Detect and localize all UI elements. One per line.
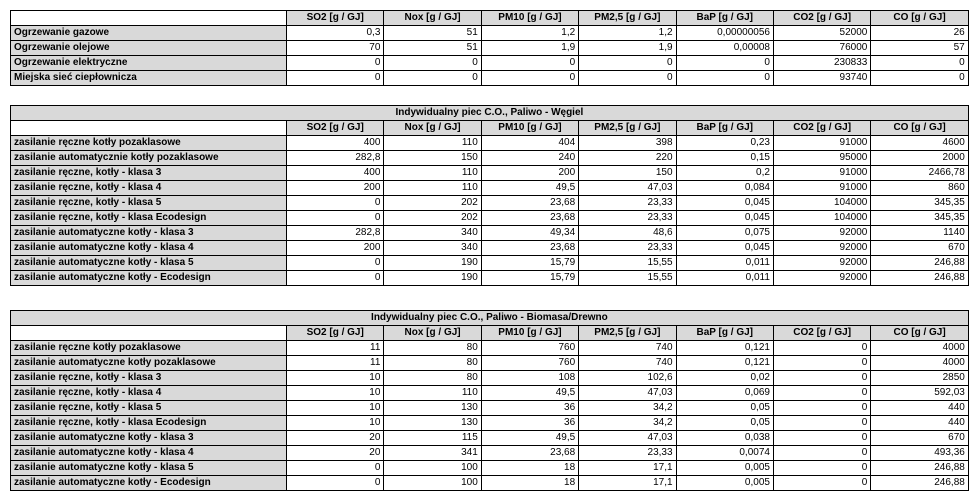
row-label[interactable]: zasilanie ręczne, kotły - klasa 5: [11, 401, 287, 416]
value-cell[interactable]: 190: [384, 256, 481, 271]
header-corner: [11, 11, 287, 26]
value-cell[interactable]: 740: [579, 356, 676, 371]
value-cell[interactable]: 10: [287, 386, 384, 401]
table-row: [11, 241, 969, 256]
value-cell[interactable]: 93740: [773, 71, 870, 86]
value-cell[interactable]: 100: [384, 476, 481, 491]
value-cell[interactable]: 52000: [773, 26, 870, 41]
value-cell[interactable]: 0: [676, 56, 773, 71]
row-label[interactable]: zasilanie ręczne, kotły - klasa Ecodesign: [11, 416, 287, 431]
value-cell[interactable]: 760: [481, 341, 578, 356]
value-cell[interactable]: 18: [481, 461, 578, 476]
value-cell[interactable]: 0,0074: [676, 446, 773, 461]
value-cell[interactable]: 23,33: [579, 211, 676, 226]
row-label[interactable]: zasilanie ręczne, kotły - klasa 4: [11, 181, 287, 196]
row-label[interactable]: zasilanie ręczne, kotły - klasa 3: [11, 371, 287, 386]
value-cell[interactable]: 130: [384, 416, 481, 431]
value-cell[interactable]: 493,36: [871, 446, 968, 461]
value-cell[interactable]: 760: [481, 356, 578, 371]
value-cell[interactable]: 92000: [773, 241, 870, 256]
value-cell[interactable]: 0,2: [676, 166, 773, 181]
row-label[interactable]: zasilanie automatyczne kotły - Ecodesign: [11, 476, 287, 491]
header-row: [11, 11, 969, 26]
row-label[interactable]: Ogrzewanie olejowe: [11, 41, 287, 56]
table-row: [11, 196, 969, 211]
header-row: [11, 326, 969, 341]
value-cell[interactable]: 34,2: [579, 416, 676, 431]
column-header: CO2 [g / GJ]: [773, 11, 870, 26]
column-header: SO2 [g / GJ]: [287, 11, 384, 26]
value-cell[interactable]: 220: [579, 151, 676, 166]
value-cell[interactable]: 0: [287, 476, 384, 491]
column-header: CO [g / GJ]: [871, 121, 968, 136]
value-cell[interactable]: 15,55: [579, 271, 676, 286]
value-cell[interactable]: 4000: [871, 341, 968, 356]
column-header: PM2,5 [g / GJ]: [579, 11, 676, 26]
value-cell[interactable]: 17,1: [579, 461, 676, 476]
value-cell[interactable]: 200: [287, 181, 384, 196]
value-cell[interactable]: 0: [287, 196, 384, 211]
value-cell[interactable]: 51: [384, 26, 481, 41]
value-cell[interactable]: 11: [287, 356, 384, 371]
column-header: BaP [g / GJ]: [676, 121, 773, 136]
value-cell[interactable]: 150: [579, 166, 676, 181]
value-cell[interactable]: 49,5: [481, 181, 578, 196]
value-cell[interactable]: 80: [384, 356, 481, 371]
value-cell[interactable]: 36: [481, 401, 578, 416]
value-cell[interactable]: 0,045: [676, 241, 773, 256]
value-cell[interactable]: 110: [384, 136, 481, 151]
value-cell[interactable]: 11: [287, 341, 384, 356]
value-cell[interactable]: 23,33: [579, 241, 676, 256]
value-cell[interactable]: 0: [579, 71, 676, 86]
value-cell[interactable]: 0,00000056: [676, 26, 773, 41]
value-cell[interactable]: 0: [287, 271, 384, 286]
row-label[interactable]: zasilanie automatyczne kotły - klasa 5: [11, 256, 287, 271]
value-cell[interactable]: 0,121: [676, 341, 773, 356]
value-cell[interactable]: 0: [481, 56, 578, 71]
value-cell[interactable]: 0,011: [676, 256, 773, 271]
value-cell[interactable]: 246,88: [871, 271, 968, 286]
column-header: Nox [g / GJ]: [384, 326, 481, 341]
value-cell[interactable]: 282,8: [287, 226, 384, 241]
value-cell[interactable]: 91000: [773, 181, 870, 196]
value-cell[interactable]: 200: [287, 241, 384, 256]
value-cell[interactable]: 0: [773, 386, 870, 401]
value-cell[interactable]: 92000: [773, 226, 870, 241]
column-header: PM10 [g / GJ]: [481, 326, 578, 341]
value-cell[interactable]: 190: [384, 271, 481, 286]
value-cell[interactable]: 2466,78: [871, 166, 968, 181]
row-label[interactable]: Ogrzewanie gazowe: [11, 26, 287, 41]
table-row: [11, 166, 969, 181]
value-cell[interactable]: 0,005: [676, 461, 773, 476]
table-row: [11, 476, 969, 491]
column-header: BaP [g / GJ]: [676, 326, 773, 341]
value-cell[interactable]: 0,3: [287, 26, 384, 41]
table-title-row: [11, 106, 969, 121]
table-row: [11, 226, 969, 241]
table-title: Indywidualny piec C.O., Paliwo - Biomasa/Drewno: [11, 311, 969, 326]
value-cell[interactable]: 0: [579, 56, 676, 71]
table-title-row: [11, 311, 969, 326]
value-cell[interactable]: 92000: [773, 271, 870, 286]
value-cell[interactable]: 400: [287, 136, 384, 151]
row-label[interactable]: zasilanie ręczne kotły pozaklasowe: [11, 341, 287, 356]
column-header: PM2,5 [g / GJ]: [579, 326, 676, 341]
value-cell[interactable]: 47,03: [579, 386, 676, 401]
value-cell[interactable]: 670: [871, 431, 968, 446]
value-cell[interactable]: 17,1: [579, 476, 676, 491]
value-cell[interactable]: 49,34: [481, 226, 578, 241]
value-cell[interactable]: 0: [773, 461, 870, 476]
value-cell[interactable]: 2850: [871, 371, 968, 386]
value-cell[interactable]: 0: [287, 461, 384, 476]
value-cell[interactable]: 0,075: [676, 226, 773, 241]
table-row: [11, 416, 969, 431]
table-row: [11, 41, 969, 56]
value-cell[interactable]: 80: [384, 371, 481, 386]
table-row: [11, 401, 969, 416]
column-header: PM10 [g / GJ]: [481, 11, 578, 26]
row-label[interactable]: zasilanie ręczne, kotły - klasa 5: [11, 196, 287, 211]
table-row: [11, 151, 969, 166]
value-cell[interactable]: 1,2: [579, 26, 676, 41]
biomass-boiler-emissions-table: [10, 310, 969, 491]
value-cell[interactable]: 51: [384, 41, 481, 56]
value-cell[interactable]: 246,88: [871, 256, 968, 271]
value-cell[interactable]: 0: [773, 371, 870, 386]
value-cell[interactable]: 0,05: [676, 401, 773, 416]
value-cell[interactable]: 47,03: [579, 181, 676, 196]
table-row: [11, 446, 969, 461]
value-cell[interactable]: 0,00008: [676, 41, 773, 56]
row-label[interactable]: zasilanie automatyczne kotły - klasa 4: [11, 241, 287, 256]
value-cell[interactable]: 23,68: [481, 196, 578, 211]
row-label[interactable]: zasilanie automatyczne kotły - klasa 3: [11, 226, 287, 241]
row-label[interactable]: zasilanie ręczne kotły pozaklasowe: [11, 136, 287, 151]
value-cell[interactable]: 404: [481, 136, 578, 151]
value-cell[interactable]: 23,68: [481, 446, 578, 461]
value-cell[interactable]: 36: [481, 416, 578, 431]
value-cell[interactable]: 0,005: [676, 476, 773, 491]
table-row: [11, 341, 969, 356]
column-header: CO2 [g / GJ]: [773, 121, 870, 136]
table-row: [11, 461, 969, 476]
value-cell[interactable]: 1140: [871, 226, 968, 241]
value-cell[interactable]: 0,02: [676, 371, 773, 386]
value-cell[interactable]: 860: [871, 181, 968, 196]
value-cell[interactable]: 10: [287, 401, 384, 416]
value-cell[interactable]: 104000: [773, 211, 870, 226]
value-cell[interactable]: 202: [384, 211, 481, 226]
value-cell[interactable]: 70: [287, 41, 384, 56]
row-label[interactable]: zasilanie automatyczne kotły - klasa 5: [11, 461, 287, 476]
value-cell[interactable]: 2000: [871, 151, 968, 166]
value-cell[interactable]: 230833: [773, 56, 870, 71]
column-header: BaP [g / GJ]: [676, 11, 773, 26]
table-row: [11, 271, 969, 286]
value-cell[interactable]: 18: [481, 476, 578, 491]
value-cell[interactable]: 398: [579, 136, 676, 151]
column-header: CO2 [g / GJ]: [773, 326, 870, 341]
value-cell[interactable]: 20: [287, 446, 384, 461]
table-row: [11, 71, 969, 86]
value-cell[interactable]: 345,35: [871, 196, 968, 211]
value-cell[interactable]: 0,045: [676, 211, 773, 226]
value-cell[interactable]: 104000: [773, 196, 870, 211]
value-cell[interactable]: 0: [871, 71, 968, 86]
value-cell[interactable]: 0: [871, 56, 968, 71]
header-corner: [11, 121, 287, 136]
column-header: PM2,5 [g / GJ]: [579, 121, 676, 136]
value-cell[interactable]: 0: [384, 56, 481, 71]
value-cell[interactable]: 0,084: [676, 181, 773, 196]
table-title: Indywidualny piec C.O., Paliwo - Węgiel: [11, 106, 969, 121]
value-cell[interactable]: 91000: [773, 136, 870, 151]
value-cell[interactable]: 0,15: [676, 151, 773, 166]
value-cell[interactable]: 0,23: [676, 136, 773, 151]
value-cell[interactable]: 0,011: [676, 271, 773, 286]
value-cell[interactable]: 48,6: [579, 226, 676, 241]
value-cell[interactable]: 15,79: [481, 271, 578, 286]
value-cell[interactable]: 0,05: [676, 416, 773, 431]
value-cell[interactable]: 76000: [773, 41, 870, 56]
row-label[interactable]: zasilanie automatycznie kotły pozaklasowe: [11, 151, 287, 166]
row-label[interactable]: Ogrzewanie elektryczne: [11, 56, 287, 71]
row-label[interactable]: zasilanie automatyczne kotły pozaklasowe: [11, 356, 287, 371]
column-header: CO [g / GJ]: [871, 11, 968, 26]
value-cell[interactable]: 440: [871, 401, 968, 416]
value-cell[interactable]: 23,33: [579, 446, 676, 461]
column-header: CO [g / GJ]: [871, 326, 968, 341]
value-cell[interactable]: 102,6: [579, 371, 676, 386]
value-cell[interactable]: 49,5: [481, 431, 578, 446]
value-cell[interactable]: 0: [287, 71, 384, 86]
value-cell[interactable]: 100: [384, 461, 481, 476]
value-cell[interactable]: 110: [384, 166, 481, 181]
row-label[interactable]: zasilanie ręczne, kotły - klasa 4: [11, 386, 287, 401]
table-row: [11, 211, 969, 226]
table-row: [11, 356, 969, 371]
value-cell[interactable]: 340: [384, 226, 481, 241]
table-row: [11, 386, 969, 401]
coal-boiler-emissions-table: [10, 105, 969, 286]
value-cell[interactable]: 0,069: [676, 386, 773, 401]
value-cell[interactable]: 130: [384, 401, 481, 416]
value-cell[interactable]: 0: [384, 71, 481, 86]
column-header: SO2 [g / GJ]: [287, 326, 384, 341]
value-cell[interactable]: 80: [384, 341, 481, 356]
value-cell[interactable]: 0,038: [676, 431, 773, 446]
value-cell[interactable]: 23,68: [481, 241, 578, 256]
row-label[interactable]: zasilanie automatyczne kotły - klasa 4: [11, 446, 287, 461]
header-corner: [11, 326, 287, 341]
header-row: [11, 121, 969, 136]
value-cell[interactable]: 0: [676, 71, 773, 86]
value-cell[interactable]: 740: [579, 341, 676, 356]
value-cell[interactable]: 0: [773, 431, 870, 446]
value-cell[interactable]: 15,79: [481, 256, 578, 271]
row-label[interactable]: Miejska sieć ciepłownicza: [11, 71, 287, 86]
column-header: Nox [g / GJ]: [384, 11, 481, 26]
table-row: [11, 431, 969, 446]
value-cell[interactable]: 0: [287, 56, 384, 71]
column-header: PM10 [g / GJ]: [481, 121, 578, 136]
value-cell[interactable]: 0,121: [676, 356, 773, 371]
table-row: [11, 371, 969, 386]
value-cell[interactable]: 15,55: [579, 256, 676, 271]
value-cell[interactable]: 0: [773, 416, 870, 431]
value-cell[interactable]: 1,9: [579, 41, 676, 56]
column-header: SO2 [g / GJ]: [287, 121, 384, 136]
value-cell[interactable]: 0: [287, 211, 384, 226]
value-cell[interactable]: 340: [384, 241, 481, 256]
value-cell[interactable]: 34,2: [579, 401, 676, 416]
value-cell[interactable]: 4600: [871, 136, 968, 151]
value-cell[interactable]: 0: [773, 356, 870, 371]
value-cell[interactable]: 91000: [773, 166, 870, 181]
value-cell[interactable]: 0: [287, 256, 384, 271]
value-cell[interactable]: 23,68: [481, 211, 578, 226]
value-cell[interactable]: 0: [773, 476, 870, 491]
value-cell[interactable]: 23,33: [579, 196, 676, 211]
value-cell[interactable]: 345,35: [871, 211, 968, 226]
value-cell[interactable]: 0: [773, 401, 870, 416]
value-cell[interactable]: 57: [871, 41, 968, 56]
column-header: Nox [g / GJ]: [384, 121, 481, 136]
value-cell[interactable]: 202: [384, 196, 481, 211]
value-cell[interactable]: 115: [384, 431, 481, 446]
value-cell[interactable]: 4000: [871, 356, 968, 371]
value-cell[interactable]: 1,2: [481, 26, 578, 41]
value-cell[interactable]: 20: [287, 431, 384, 446]
value-cell[interactable]: 282,8: [287, 151, 384, 166]
value-cell[interactable]: 95000: [773, 151, 870, 166]
value-cell[interactable]: 49,5: [481, 386, 578, 401]
value-cell[interactable]: 670: [871, 241, 968, 256]
table-row: [11, 181, 969, 196]
value-cell[interactable]: 10: [287, 416, 384, 431]
value-cell[interactable]: 240: [481, 151, 578, 166]
row-label[interactable]: zasilanie ręczne, kotły - klasa Ecodesign: [11, 211, 287, 226]
value-cell[interactable]: 246,88: [871, 476, 968, 491]
value-cell[interactable]: 0: [481, 71, 578, 86]
value-cell[interactable]: 10: [287, 371, 384, 386]
value-cell[interactable]: 47,03: [579, 431, 676, 446]
value-cell[interactable]: 200: [481, 166, 578, 181]
row-label[interactable]: zasilanie automatyczne kotły - klasa 3: [11, 431, 287, 446]
value-cell[interactable]: 1,9: [481, 41, 578, 56]
value-cell[interactable]: 26: [871, 26, 968, 41]
value-cell[interactable]: 108: [481, 371, 578, 386]
value-cell[interactable]: 110: [384, 386, 481, 401]
row-label[interactable]: zasilanie automatyczne kotły - Ecodesign: [11, 271, 287, 286]
value-cell[interactable]: 0: [773, 446, 870, 461]
value-cell[interactable]: 592,03: [871, 386, 968, 401]
value-cell[interactable]: 0,045: [676, 196, 773, 211]
value-cell[interactable]: 400: [287, 166, 384, 181]
table-row: [11, 56, 969, 71]
value-cell[interactable]: 150: [384, 151, 481, 166]
value-cell[interactable]: 440: [871, 416, 968, 431]
row-label[interactable]: zasilanie ręczne, kotły - klasa 3: [11, 166, 287, 181]
table-row: [11, 136, 969, 151]
heating-emissions-table: [10, 10, 969, 86]
value-cell[interactable]: 0: [773, 341, 870, 356]
table-row: [11, 256, 969, 271]
value-cell[interactable]: 110: [384, 181, 481, 196]
value-cell[interactable]: 92000: [773, 256, 870, 271]
table-row: [11, 26, 969, 41]
value-cell[interactable]: 246,88: [871, 461, 968, 476]
value-cell[interactable]: 341: [384, 446, 481, 461]
